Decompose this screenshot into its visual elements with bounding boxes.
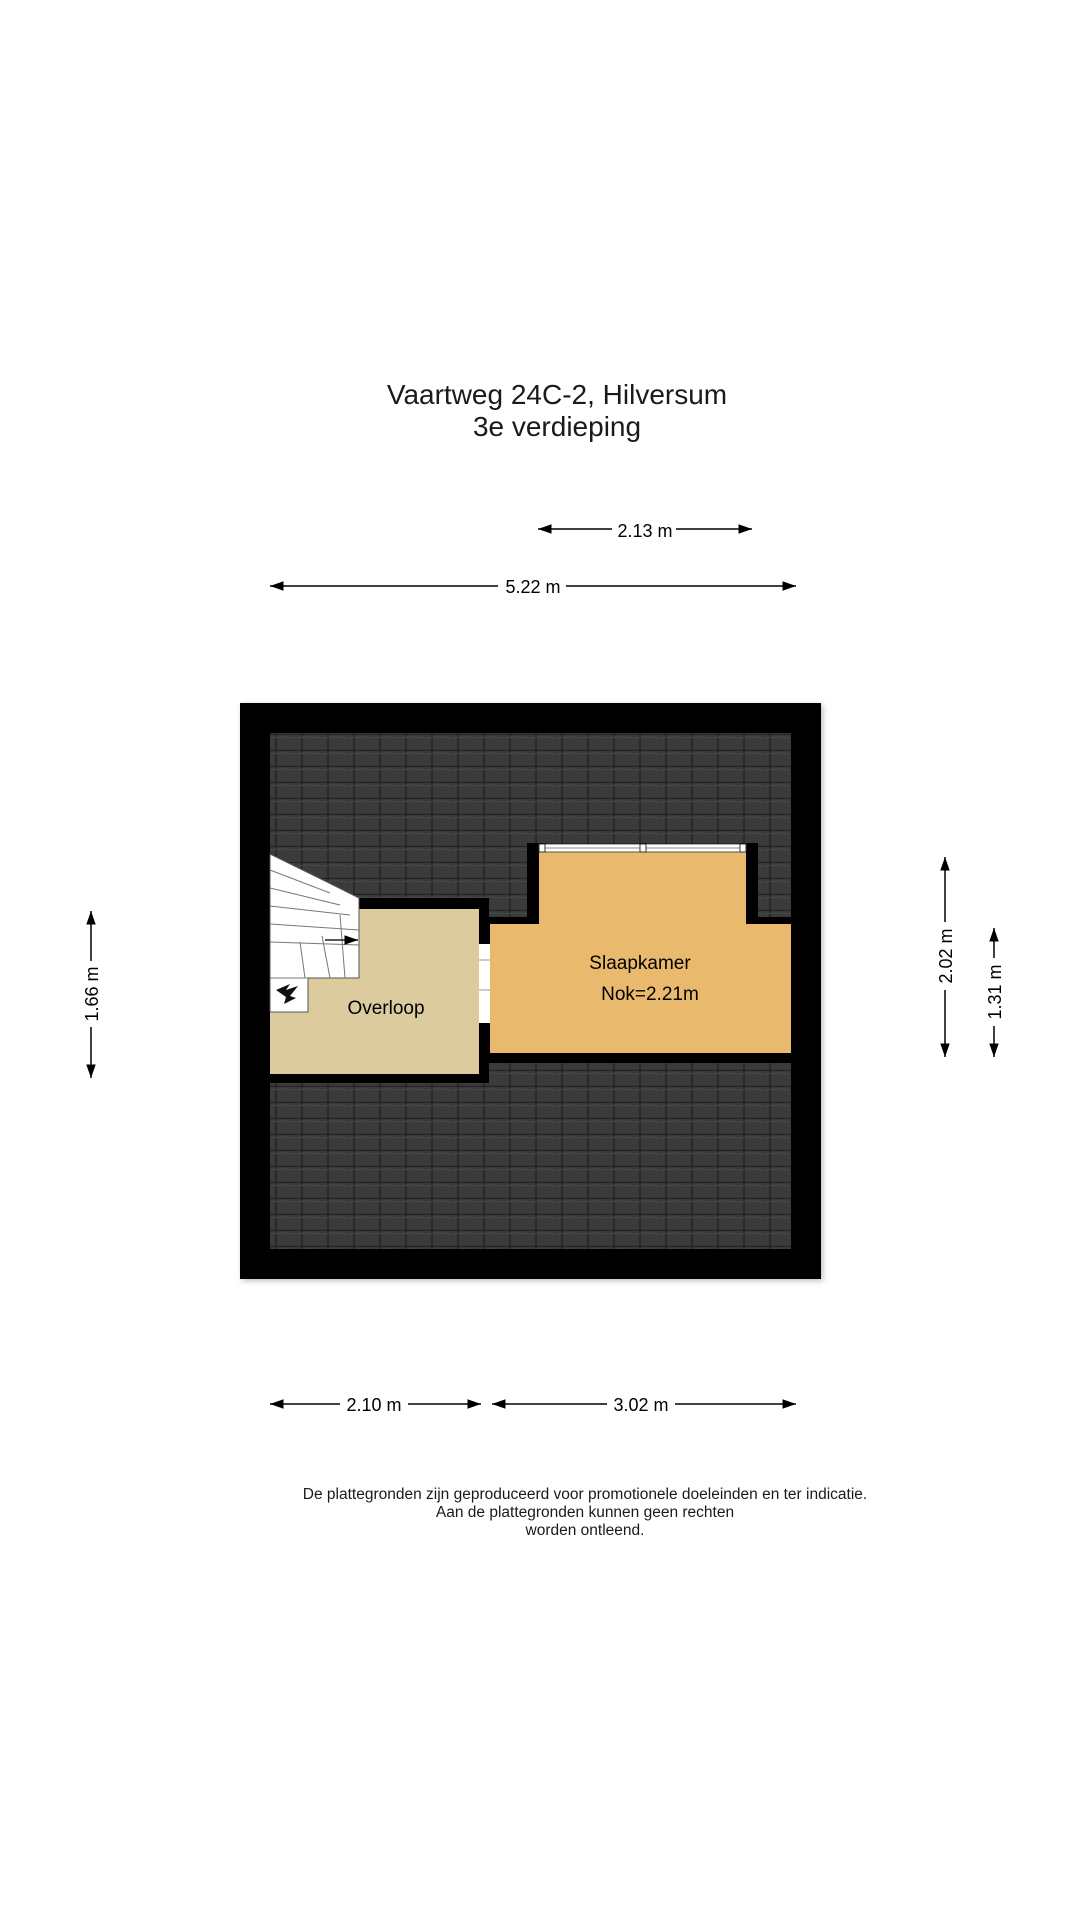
disclaimer-line-1: De plattegronden zijn geproduceerd voor promotionele doeleinden en ter indicatie. <box>302 1486 868 1503</box>
plan-subtitle: 3e verdieping <box>472 411 642 442</box>
dim-label-top-total: 5.22 m <box>505 577 561 597</box>
room-label-overloop: Overloop <box>347 998 425 1019</box>
dim-label-right-outer: 2.02 m <box>936 928 956 984</box>
plan-title: Vaartweg 24C-2, Hilversum <box>386 379 728 410</box>
disclaimer-line-2: Aan de plattegronden kunnen geen rechten <box>435 1504 735 1521</box>
dim-label-bottom-left: 2.10 m <box>346 1395 402 1415</box>
disclaimer-line-3: worden ontleend. <box>525 1522 645 1539</box>
room-note-slaapkamer: Nok=2.21m <box>601 984 699 1005</box>
window <box>539 844 746 852</box>
dim-label-bottom-right: 3.02 m <box>613 1395 669 1415</box>
dim-label-right-inner: 1.31 m <box>985 964 1005 1020</box>
room-label-slaapkamer: Slaapkamer <box>589 953 691 974</box>
doorway <box>479 944 490 1023</box>
dim-label-left: 1.66 m <box>82 966 102 1022</box>
dim-label-top-short: 2.13 m <box>617 521 673 541</box>
